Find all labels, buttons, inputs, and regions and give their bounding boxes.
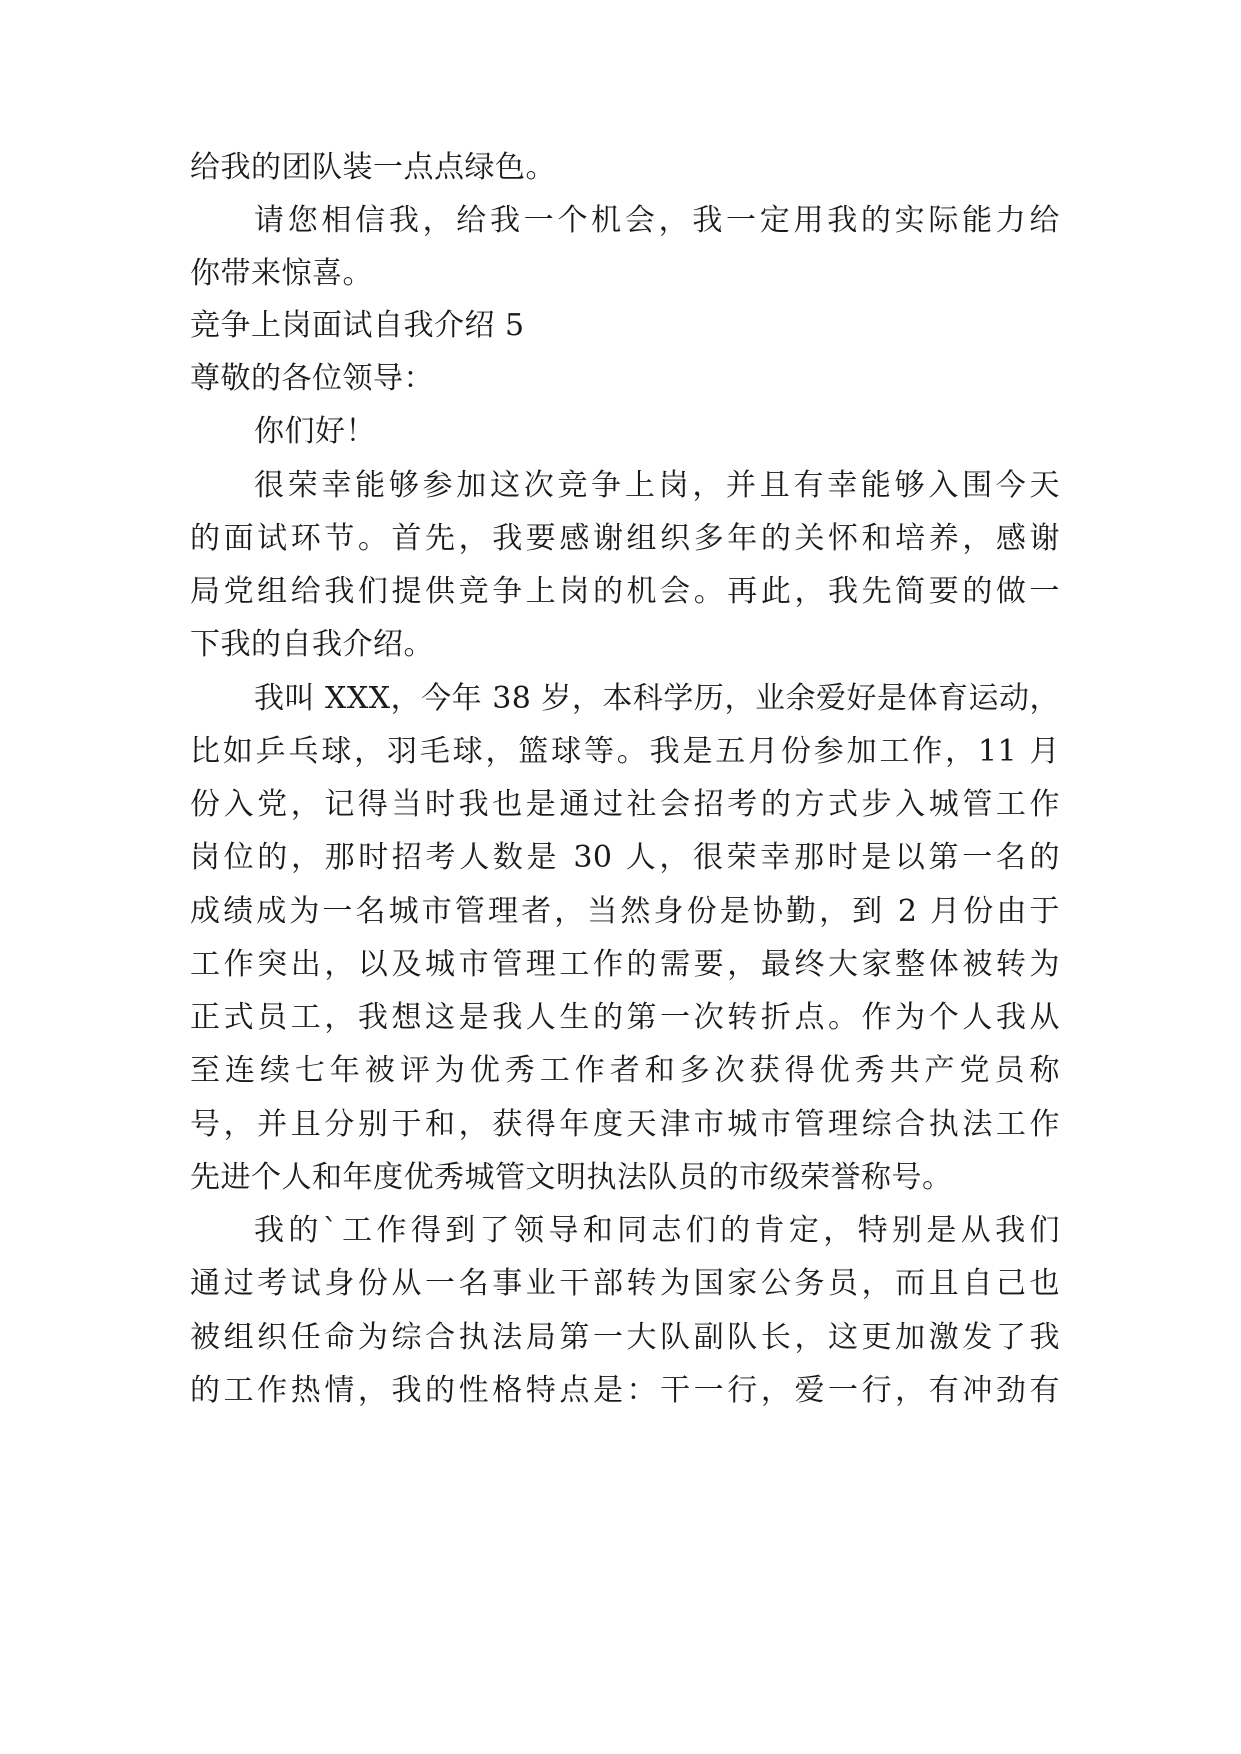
greeting: 你们好！ [254,414,376,449]
text-line-16: 工作突出，以及城市管理工作的需要，最终大家整体被转为 [190,947,1060,982]
text-line-19: 号，并且分别于和，获得年度天津市城市管理综合执法工作 [190,1107,1060,1142]
text-line-9: 局党组给我们提供竞争上岗的机会。再此，我先简要的做一 [190,574,1060,609]
text-line-15: 成绩成为一名城市管理者，当然身份是协勤，到 2 月份由于 [190,894,1060,929]
text-line-23: 被组织任命为综合执法局第一大队副队长，这更加激发了我 [190,1320,1060,1355]
text-line-24: 的工作热情，我的性格特点是：干一行，爱一行，有冲劲有 [190,1373,1060,1408]
text-line-11: 我叫 XXX，今年 38 岁，本科学历，业余爱好是体育运动， [254,681,1060,716]
salutation: 尊敬的各位领导： [190,361,434,396]
text-line-17: 正式员工，我想这是我人生的第一次转折点。作为个人我从 [190,1000,1060,1035]
text-line-2: 请您相信我，给我一个机会，我一定用我的实际能力给 [254,203,1060,238]
text-line-21: 我的`工作得到了领导和同志们的肯定，特别是从我们 [254,1213,1060,1248]
text-line-3: 你带来惊喜。 [190,256,373,291]
text-line-20: 先进个人和年度优秀城管文明执法队员的市级荣誉称号。 [190,1160,953,1195]
text-line-1: 给我的团队装一点点绿色。 [190,150,556,185]
text-line-13: 份入党，记得当时我也是通过社会招考的方式步入城管工作 [190,787,1060,822]
text-line-18: 至连续七年被评为优秀工作者和多次获得优秀共产党员称 [190,1053,1060,1088]
text-line-12: 比如乒乓球，羽毛球，篮球等。我是五月份参加工作，11 月 [190,734,1060,769]
text-line-8: 的面试环节。首先，我要感谢组织多年的关怀和培养，感谢 [190,521,1060,556]
section-heading: 竞争上岗面试自我介绍 5 [190,308,525,343]
text-line-10: 下我的自我介绍。 [190,627,434,662]
text-line-22: 通过考试身份从一名事业干部转为国家公务员，而且自己也 [190,1266,1060,1301]
text-line-14: 岗位的，那时招考人数是 30 人，很荣幸那时是以第一名的 [190,840,1060,875]
text-line-7: 很荣幸能够参加这次竞争上岗，并且有幸能够入围今天 [254,468,1060,503]
